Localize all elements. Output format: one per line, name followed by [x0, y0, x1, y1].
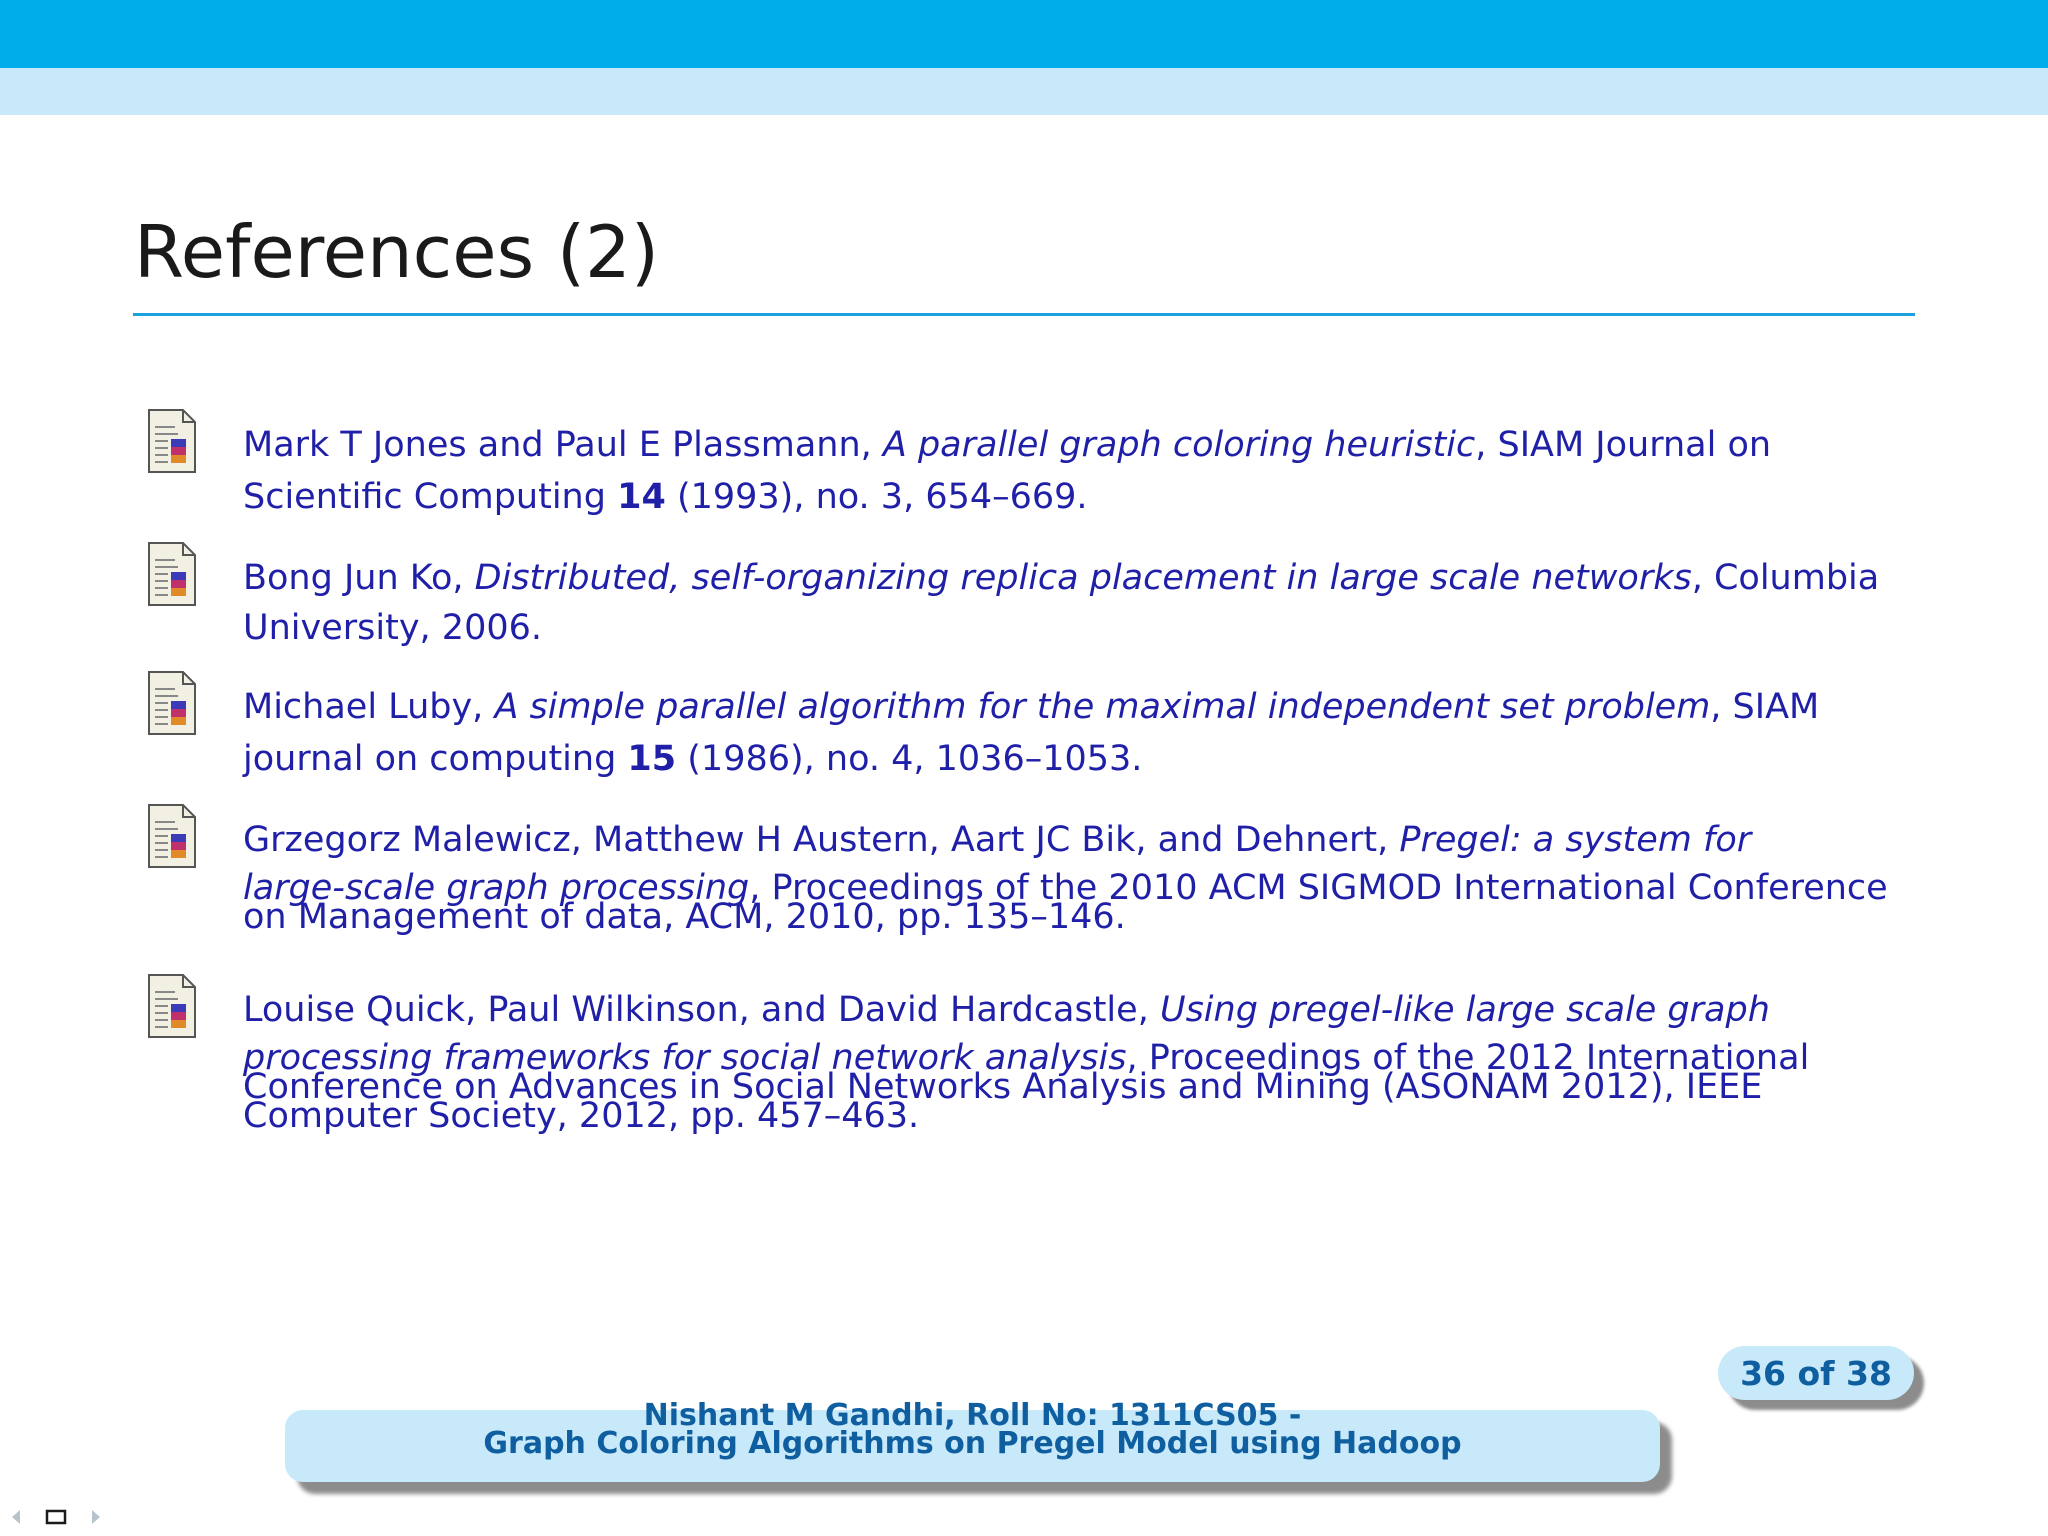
reference-details: (1986), no. 4, 1036–1053.	[676, 739, 1143, 779]
document-icon[interactable]	[148, 542, 196, 606]
reference-line: Conference on Advances in Social Networks Analysis and Mining (ASONAM 2012), IEEE	[243, 1067, 1763, 1107]
reference-venue: , Proceedings of the 2010 ACM SIGMOD International Conference	[749, 868, 1888, 908]
reference-text	[243, 558, 1913, 648]
reference-title: A parallel graph coloring heuristic	[882, 425, 1476, 465]
page-title: References (2)	[134, 210, 659, 294]
reference-line	[243, 687, 1913, 727]
reference-title: Pregel: a system for	[1399, 820, 1752, 860]
document-icon[interactable]	[148, 671, 196, 735]
reference-venue: , Columbia	[1691, 558, 1880, 598]
reference-authors: Bong Jun Ko,	[243, 558, 475, 598]
reference-details: (1993), no. 3, 654–669.	[665, 477, 1088, 517]
reference-volume: 14	[617, 477, 666, 517]
reference-line	[243, 820, 1913, 860]
reference-text	[243, 687, 1913, 779]
reference-venue: , SIAM Journal on	[1475, 425, 1772, 465]
reference-authors: Michael Luby,	[243, 687, 495, 727]
reference-authors: Mark T Jones and Paul E Plassmann,	[243, 425, 883, 465]
reference-title-cont: large-scale graph processing	[243, 868, 750, 908]
navigation-controls	[8, 1505, 108, 1529]
reference-title-cont: processing frameworks for social network analysis	[243, 1038, 1127, 1078]
document-icon[interactable]	[148, 974, 196, 1038]
reference-text	[243, 820, 1913, 940]
reference-venue: , Proceedings of the 2012 International	[1126, 1038, 1810, 1078]
reference-line: University, 2006.	[243, 608, 543, 648]
reference-line	[243, 558, 1913, 598]
triangle-right-icon[interactable]	[92, 1510, 100, 1524]
reference-title: Using pregel-like large scale graph	[1159, 990, 1770, 1030]
reference-line	[243, 477, 1913, 517]
reference-venue: , SIAM	[1710, 687, 1820, 727]
page-indicator: 36 of 38	[1718, 1346, 1914, 1400]
reference-venue: journal on computing	[243, 739, 628, 779]
reference-authors: Louise Quick, Paul Wilkinson, and David Hardcastle,	[243, 990, 1160, 1030]
reference-text	[243, 425, 1913, 517]
reference-line: Computer Society, 2012, pp. 457–463.	[243, 1096, 920, 1136]
reference-text	[243, 990, 1913, 1150]
reference-authors: Grzegorz Malewicz, Matthew H Austern, Aart JC Bik, and Dehnert,	[243, 820, 1400, 860]
reference-line	[243, 990, 1913, 1030]
frame-box-icon[interactable]	[47, 1511, 65, 1523]
reference-title: Distributed, self-organizing replica placement in large scale networks	[474, 558, 1692, 598]
footer-title: Graph Coloring Algorithms on Pregel Model using Hadoop	[483, 1426, 1462, 1461]
reference-title: A simple parallel algorithm for the maximal independent set problem	[494, 687, 1711, 727]
triangle-left-icon[interactable]	[12, 1510, 20, 1524]
reference-line	[243, 425, 1913, 465]
footer-author: Nishant M Gandhi, Roll No: 1311CS05 -	[643, 1398, 1302, 1433]
reference-line	[243, 739, 1913, 779]
document-icon[interactable]	[148, 409, 196, 473]
reference-venue: Scientific Computing	[243, 477, 618, 517]
reference-line: on Management of data, ACM, 2010, pp. 135–146.	[243, 897, 1126, 937]
reference-volume: 15	[627, 739, 677, 779]
document-icon[interactable]	[148, 804, 196, 868]
